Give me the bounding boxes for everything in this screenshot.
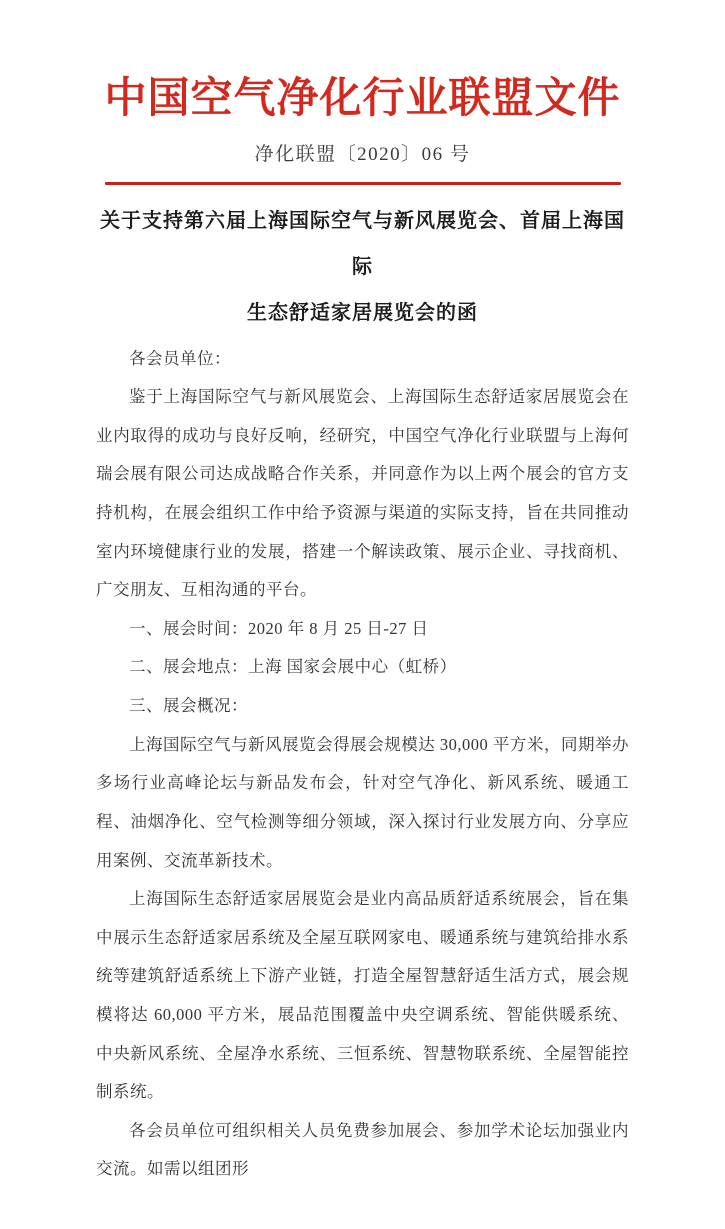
document-body bbox=[96, 340, 629, 1189]
doc-number: 净化联盟〔2020〕06 号 bbox=[254, 143, 471, 165]
paragraph-intro: 鉴于上海国际空气与新风展览会、上海国际生态舒适家居展览会在业内取得的成功与良好反响，经研究，中国空气净化行业联盟与上海何瑞会展有限公司达成战略合作关系，并同意作为以上两个展会的官方支持机构，在展会组织工作中给予资源与渠道的实际支持，旨在共同推动室内环境健康行业的发展，搭建一个解读政策、展示企业、寻找商机、广交朋友、互相沟通的平台。 bbox=[96, 387, 629, 600]
list-item-exhibition-time: 一、展会时间：2020 年 8 月 25 日-27 日 bbox=[129, 618, 429, 638]
salutation: 各会员单位： bbox=[129, 348, 231, 368]
document-title-line1: 关于支持第六届上海国际空气与新风展览会、首届上海国际 bbox=[100, 209, 625, 278]
red-separator-line bbox=[105, 182, 621, 185]
paragraph-member-participation: 各会员单位可组织相关人员免费参加展会、参加学术论坛加强业内交流。如需以组团形 bbox=[96, 1120, 629, 1179]
org-title: 中国空气净化行业联盟文件 bbox=[104, 76, 621, 122]
document-title-line2: 生态舒适家居展览会的函 bbox=[247, 301, 478, 324]
list-item-exhibition-location: 二、展会地点：上海 国家会展中心（虹桥） bbox=[129, 657, 457, 677]
list-item-exhibition-overview: 三、展会概况： bbox=[129, 696, 248, 716]
document-title bbox=[96, 198, 629, 336]
paragraph-eco-home-expo: 上海国际生态舒适家居展览会是业内高品质舒适系统展会，旨在集中展示生态舒适家居系统及全屋互联网家电、暖通系统与建筑给排水系统等建筑舒适系统上下游产业链，打造全屋智慧舒适生活方式，展会规模将达 60,000 平方米，展品范围覆盖中央空调系统、智能供暖系统、中央新风系统、全屋净水系统、三恒系统、智慧物联系统、全屋智能控制系统。 bbox=[96, 889, 629, 1102]
paragraph-air-expo: 上海国际空气与新风展览会得展会规模达 30,000 平方米，同期举办多场行业高峰论坛与新品发布会，针对空气净化、新风系统、暖通工程、油烟净化、空气检测等细分领域，深入探讨行业发展方向、分享应用案例、交流革新技术。 bbox=[96, 734, 629, 870]
